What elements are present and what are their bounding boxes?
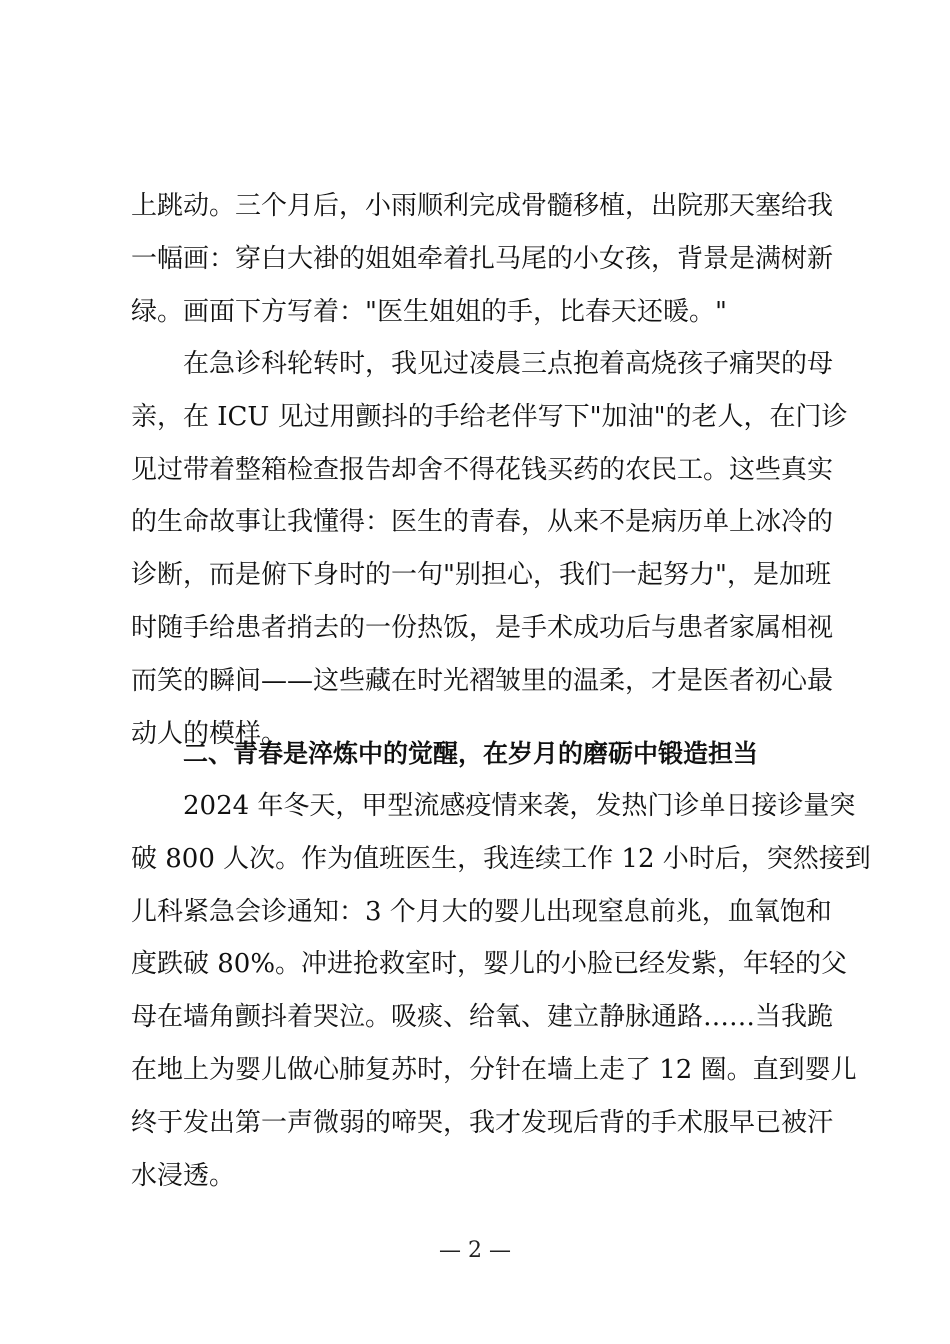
paragraph-1: [131, 180, 834, 338]
text-line: 母在墙角颤抖着哭泣。吸痰、给氧、建立静脉通路……当我跪: [131, 1002, 834, 1033]
text-line: 上跳动。三个月后，小雨顺利完成骨髓移植，出院那天塞给我: [131, 191, 834, 221]
paragraph-3: [131, 780, 871, 1202]
paragraph-2: [131, 338, 848, 760]
text-line: 2024 年冬天，甲型流感疫情来袭，发热门诊单日接诊量突: [183, 791, 856, 821]
text-line: 时随手给患者捎去的一份热饭，是手术成功后与患者家属相视: [131, 612, 834, 643]
page-number: — 2 —: [439, 1238, 511, 1263]
section-heading: [131, 728, 831, 781]
text-line: 度跌破 80%。冲进抢救室时，婴儿的小脸已经发紫，年轻的父: [131, 949, 848, 980]
text-line: 在地上为婴儿做心肺复苏时，分针在墙上走了 12 圈。直到婴儿: [131, 1054, 857, 1085]
text-line: 动人的模样。: [131, 718, 288, 749]
text-line: 而笑的瞬间——这些藏在时光褶皱里的温柔，才是医者初心最: [131, 665, 834, 696]
text-line: 水浸透。: [131, 1160, 236, 1191]
text-line: 终于发出第一声微弱的啼哭，我才发现后背的手术服早已被汗: [131, 1107, 834, 1138]
heading-text: 二、青春是淬炼中的觉醒，在岁月的磨砺中锻造担当: [183, 739, 759, 768]
text-line: 见过带着整箱检查报告却舍不得花钱买药的农民工。这些真实: [131, 454, 834, 485]
text-line: 诊断，而是俯下身时的一句"别担心，我们一起努力"，是加班: [131, 560, 831, 591]
text-line: 亲，在 ICU 见过用颤抖的手给老伴写下"加油"的老人，在门诊: [131, 401, 848, 432]
text-line: 绿。画面下方写着："医生姐姐的手，比春天还暖。": [131, 296, 727, 327]
text-line: 破 800 人次。作为值班医生，我连续工作 12 小时后，突然接到: [131, 843, 871, 874]
text-line: 儿科紧急会诊通知：3 个月大的婴儿出现窒息前兆，血氧饱和: [131, 896, 832, 927]
text-line: 一幅画：穿白大褂的姐姐牵着扎马尾的小女孩，背景是满树新: [131, 243, 834, 274]
text-line: 的生命故事让我懂得：医生的青春，从来不是病历单上冰冷的: [131, 507, 834, 538]
text-line: 在急诊科轮转时，我见过凌晨三点抱着高烧孩子痛哭的母: [183, 349, 834, 379]
